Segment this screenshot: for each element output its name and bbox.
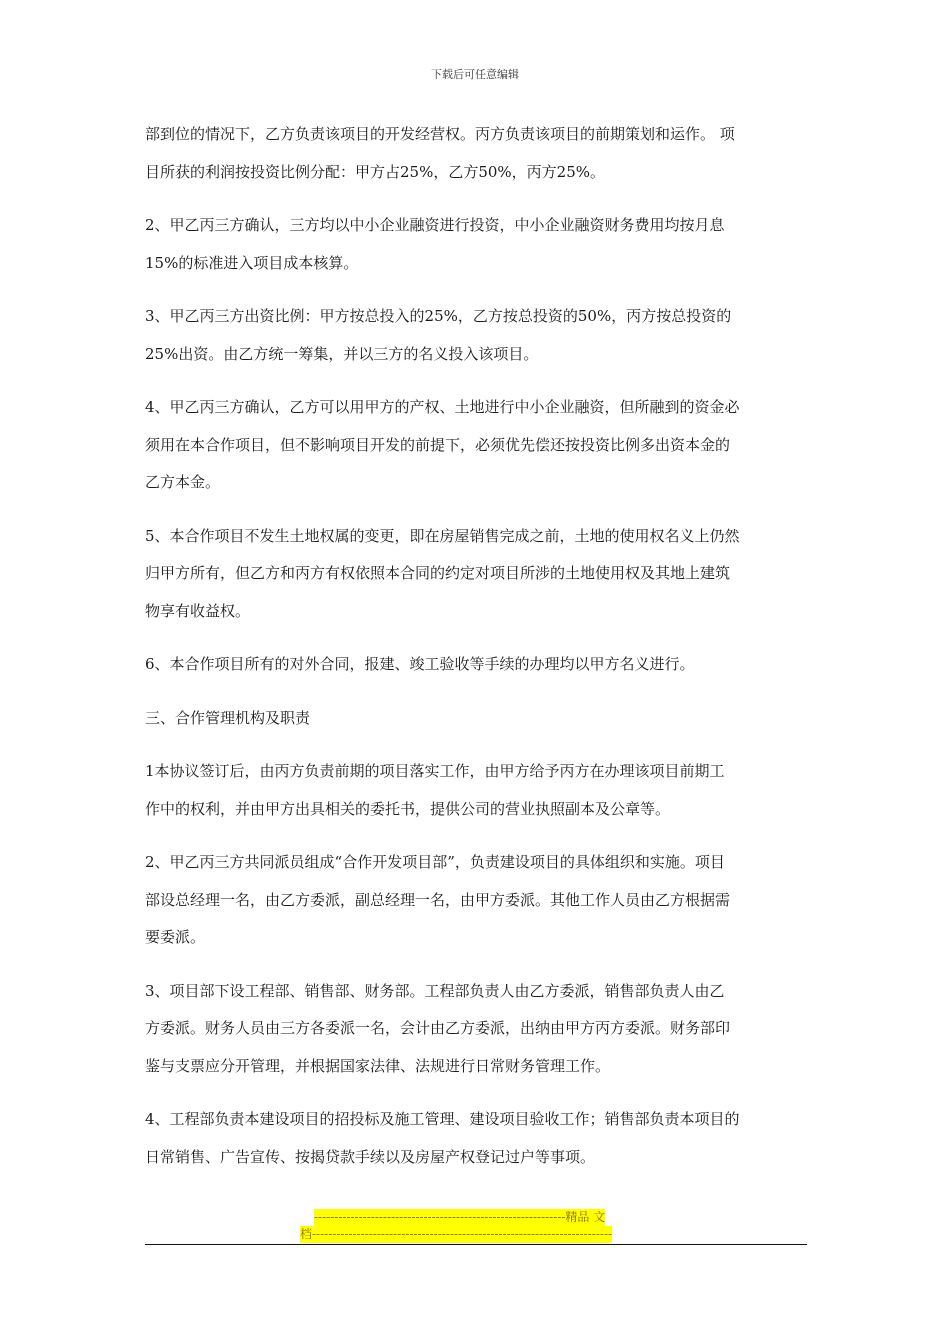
paragraph xyxy=(145,646,807,684)
paragraph xyxy=(145,116,807,191)
paragraph-line: 物享有收益权。 xyxy=(145,601,251,620)
section-heading xyxy=(145,700,807,738)
paragraph xyxy=(145,1101,807,1176)
paragraph-line: 4、甲乙丙三方确认，乙方可以用甲方的产权、土地进行中小企业融资，但所融到的资金必 xyxy=(145,398,740,416)
paragraph xyxy=(145,973,807,1086)
footer-divider xyxy=(145,1244,807,1245)
paragraph-line: 15%的标准进入项目成本核算。 xyxy=(145,253,359,272)
paragraph xyxy=(145,753,807,828)
paragraph-line: 1本协议签订后，由丙方负责前期的项目落实工作，由甲方给予丙方在办理该项目前期工 xyxy=(145,762,725,780)
paragraph-line: 3、甲乙丙三方出资比例：甲方按总投入的25%，乙方按总投资的50%，丙方按总投资的 xyxy=(145,307,732,325)
paragraph-line: 目所获的利润按投资比例分配：甲方占25%，乙方50%，丙方25%。 xyxy=(145,162,606,181)
paragraph-line: 鉴与支票应分开管理，并根据国家法律、法规进行日常财务管理工作。 xyxy=(145,1056,611,1075)
paragraph-line: 3、项目部下设工程部、销售部、财务部。工程部负责人由乙方委派，销售部负责人由乙 xyxy=(145,981,725,1000)
header-note: 下载后可任意编辑 xyxy=(431,68,519,81)
section-heading-text: 三、合作管理机构及职责 xyxy=(145,708,311,727)
paragraph-line: 部设总经理一名，由乙方委派，副总经理一名，由甲方委派。其他工作人员由乙方根据需 xyxy=(145,890,731,909)
paragraph-line: 部到位的情况下，乙方负责该项目的开发经营权。丙方负责该项目的前期策划和运作。 项 xyxy=(145,125,735,143)
document-body xyxy=(145,116,807,1192)
footer-watermark xyxy=(300,1209,650,1243)
paragraph-line: 归甲方所有，但乙方和丙方有权依照本合同的约定对项目所涉的土地使用权及其地上建筑 xyxy=(145,564,731,582)
paragraph-line: 4、工程部负责本建设项目的招投标及施工管理、建设项目验收工作；销售部负责本项目的 xyxy=(145,1110,740,1128)
paragraph-line: 25%出资。由乙方统一筹集，并以三方的名义投入该项目。 xyxy=(145,344,539,363)
paragraph-line: 方委派。财务人员由三方各委派一名，会计由乙方委派，出纳由甲方丙方委派。财务部印 xyxy=(145,1019,731,1037)
paragraph xyxy=(145,518,807,631)
paragraph-line: 5、本合作项目不发生土地权属的变更，即在房屋销售完成之前，土地的使用权名义上仍然 xyxy=(145,526,740,545)
paragraph xyxy=(145,389,807,502)
paragraph xyxy=(145,207,807,282)
paragraph xyxy=(145,298,807,373)
paragraph-line: 乙方本金。 xyxy=(145,473,221,491)
footer-line-2: 档-------------------------------------------------------------------------- xyxy=(300,1227,613,1241)
footer-line-1: --------------------------------------------------------------精品 文 xyxy=(314,1210,606,1224)
paragraph-line: 要委派。 xyxy=(145,928,206,946)
paragraph-line: 2、甲乙丙三方确认，三方均以中小企业融资进行投资，中小企业融资财务费用均按月息 xyxy=(145,216,725,234)
paragraph-line: 6、本合作项目所有的对外合同，报建、竣工验收等手续的办理均以甲方名义进行。 xyxy=(145,655,695,673)
paragraph-line: 日常销售、广告宣传、按揭贷款手续以及房屋产权登记过户等事项。 xyxy=(145,1147,596,1166)
paragraph xyxy=(145,844,807,957)
paragraph-line: 须用在本合作项目，但不影响项目开发的前提下，必须优先偿还按投资比例多出资本金的 xyxy=(145,435,731,454)
paragraph-line: 2、甲乙丙三方共同派员组成“合作开发项目部”，负责建设项目的具体组织和实施。项目 xyxy=(145,853,725,871)
paragraph-line: 作中的权利，并由甲方出具相关的委托书，提供公司的营业执照副本及公章等。 xyxy=(145,799,671,818)
